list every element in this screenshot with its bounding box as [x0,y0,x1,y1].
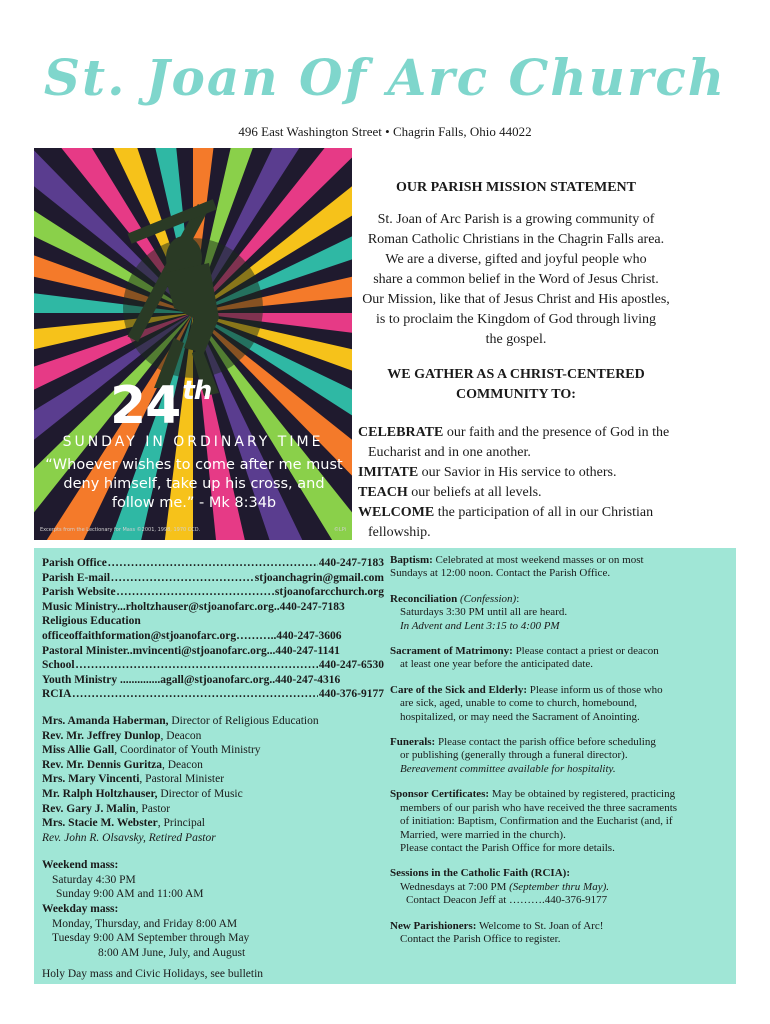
sunday-title: SUNDAY IN ORDINARY TIME [62,434,324,450]
parish-info-panel [34,548,736,984]
mission-line: Our Mission, like that of Jesus Christ and His apostles, [362,292,670,307]
staff-item: Rev. Gary J. Malin, Pastor [42,802,171,815]
mass-time: 8:00 AM June, July, and August [98,946,246,959]
staff-item: Mrs. Mary Vincenti, Pastoral Minister [42,773,225,786]
staff-item: Rev. John R. Olsavsky, Retired Pastor [42,831,216,844]
mission-line: share a common belief in the Word of Jesus Christ. [373,272,659,287]
weekday-mass-title: Weekday mass: [42,903,119,916]
new-parishioners: New Parishioners: Welcome to St. Joan of Arc! Contact the Parish Office to register. [390,919,604,945]
weekend-mass-title: Weekend mass: [42,859,119,872]
sunday-number: 24th [110,376,212,436]
mission-statement [350,178,682,350]
rcia-sessions: Sessions in the Catholic Faith (RCIA): Wednesdays at 7:00 PM (September thru May). Contact Deacon Jeff at ……….440-376-9177 [390,867,609,907]
staff-item: Mrs. Stacie M. Webster, Principal [42,817,205,830]
mass-time: Saturday 4:30 PM [52,873,136,886]
verb-item: TEACH our beliefs at all levels. [358,485,542,500]
contact-row: Music Ministry...rholtzhauser@stjoanofarc.org ..440-247-7183 [42,600,345,613]
mission-line: Roman Catholic Christians in the Chagrin Falls area. [367,232,665,247]
contact-row: officeoffaithformation@stjoanofarc.org ………..440-247-3606 [42,629,342,642]
staff-item: Miss Allie Gall, Coordinator of Youth Ministry [42,744,261,757]
mission-line: We are a diverse, gifted and joyful people who [385,252,647,267]
mass-time: Sunday 9:00 AM and 11:00 AM [56,888,204,901]
contact-row: Pastoral Minister..mvincenti@stjoanofarc.org ...440-247-1141 [42,644,340,657]
gather-heading: WE GATHER AS A CHRIST-CENTERED COMMUNITY TO: [387,367,645,402]
contact-row: School ..... 440-247-6530 [42,658,384,673]
mission-title: OUR PARISH MISSION STATEMENT [396,180,636,195]
staff-item: Rev. Mr. Jeffrey Dunlop, Deacon [42,729,202,742]
contact-row: Youth Ministry ..............agall@stjoanofarc.org ..440-247-4316 [42,673,341,686]
mission-line: is to proclaim the Kingdom of God through living [376,312,656,327]
contact-row: Parish Website ..... stjoanofarcchurch.org [42,585,384,600]
staff-item: Rev. Mr. Dennis Guritza, Deacon [42,758,203,771]
care-of-sick: Care of the Sick and Elderly: Please inform us of those who are sick, aged, unable to come to church, homebound, hospitalized, or may need the Sacrament of Anointing. [390,683,663,723]
mass-schedule [42,858,384,960]
sacrament-matrimony: Sacrament of Matrimony: Please contact a priest or deacon at least one year before the anticipated date. [390,645,659,671]
contact-row: Religious Education [42,615,141,628]
mission-line: St. Joan of Arc Parish is a growing community of [377,212,655,227]
contacts-column [42,556,384,960]
sponsor-certificates: Sponsor Certificates: May be obtained by registered, practicing members of our parish who have received the three sacraments of initiation: Baptism, Confirmation and the Eucharist (and, if Married, were married in the church). Please contact the Parish Office for more details. [390,788,678,854]
contact-row: Parish E-mail ..... stjoanchagrin@gmail.com [42,571,384,586]
staff-item: Mr. Ralph Holtzhauser, Director of Music [42,787,243,800]
contact-list [42,556,384,702]
contact-row: Parish Office ..... 440-247-7183 [42,556,384,571]
contact-row: RCIA ..... 440-376-9177 [42,687,384,702]
bulletin-artwork [34,148,352,540]
mass-time: Monday, Thursday, and Friday 8:00 AM [52,917,238,930]
sacraments-column [390,554,730,958]
mission-line: the gospel. [485,332,547,347]
sacrament-reconciliation: Reconciliation (Confession): Saturdays 3:30 PM until all are heard. In Advent and Lent 3:15 to 4:00 PM [390,592,568,632]
holy-day-note: Holy Day mass and Civic Holidays, see bulletin [42,968,264,980]
mass-time: Tuesday 9:00 AM September through May [52,932,250,945]
sacrament-baptism: Baptism: Celebrated at most weekend masses or on most Sundays at 12:00 noon. Contact the Parish Office. [390,554,644,580]
artwork-credit: Excerpts from the Lectionary for Mass ©2001, 1998, 1970 CCD. ©LPi [40,527,346,533]
church-address: 496 East Washington Street • Chagrin Falls, Ohio 44022 [238,124,532,139]
staff-list [42,714,384,845]
staff-item: Mrs. Amanda Haberman, Director of Religious Education [42,714,319,727]
scripture-quote: “Whoever wishes to come after me must deny himself, take up his cross, and follow me.” - Mk 8:34b [45,457,343,511]
verb-item: CELEBRATE our faith and the presence of God in the Eucharist and in one another. [358,425,670,460]
church-name: St. Joan Of Arc Church [43,48,727,107]
verb-item: IMITATE our Savior in His service to others. [358,465,617,480]
verb-item: WELCOME the participation of all in our Christian fellowship. [358,505,654,540]
funerals: Funerals: Please contact the parish office before scheduling or publishing (generally through a funeral director). Bereavement committee available for hospitality. [390,736,656,775]
community-verbs [358,423,688,543]
